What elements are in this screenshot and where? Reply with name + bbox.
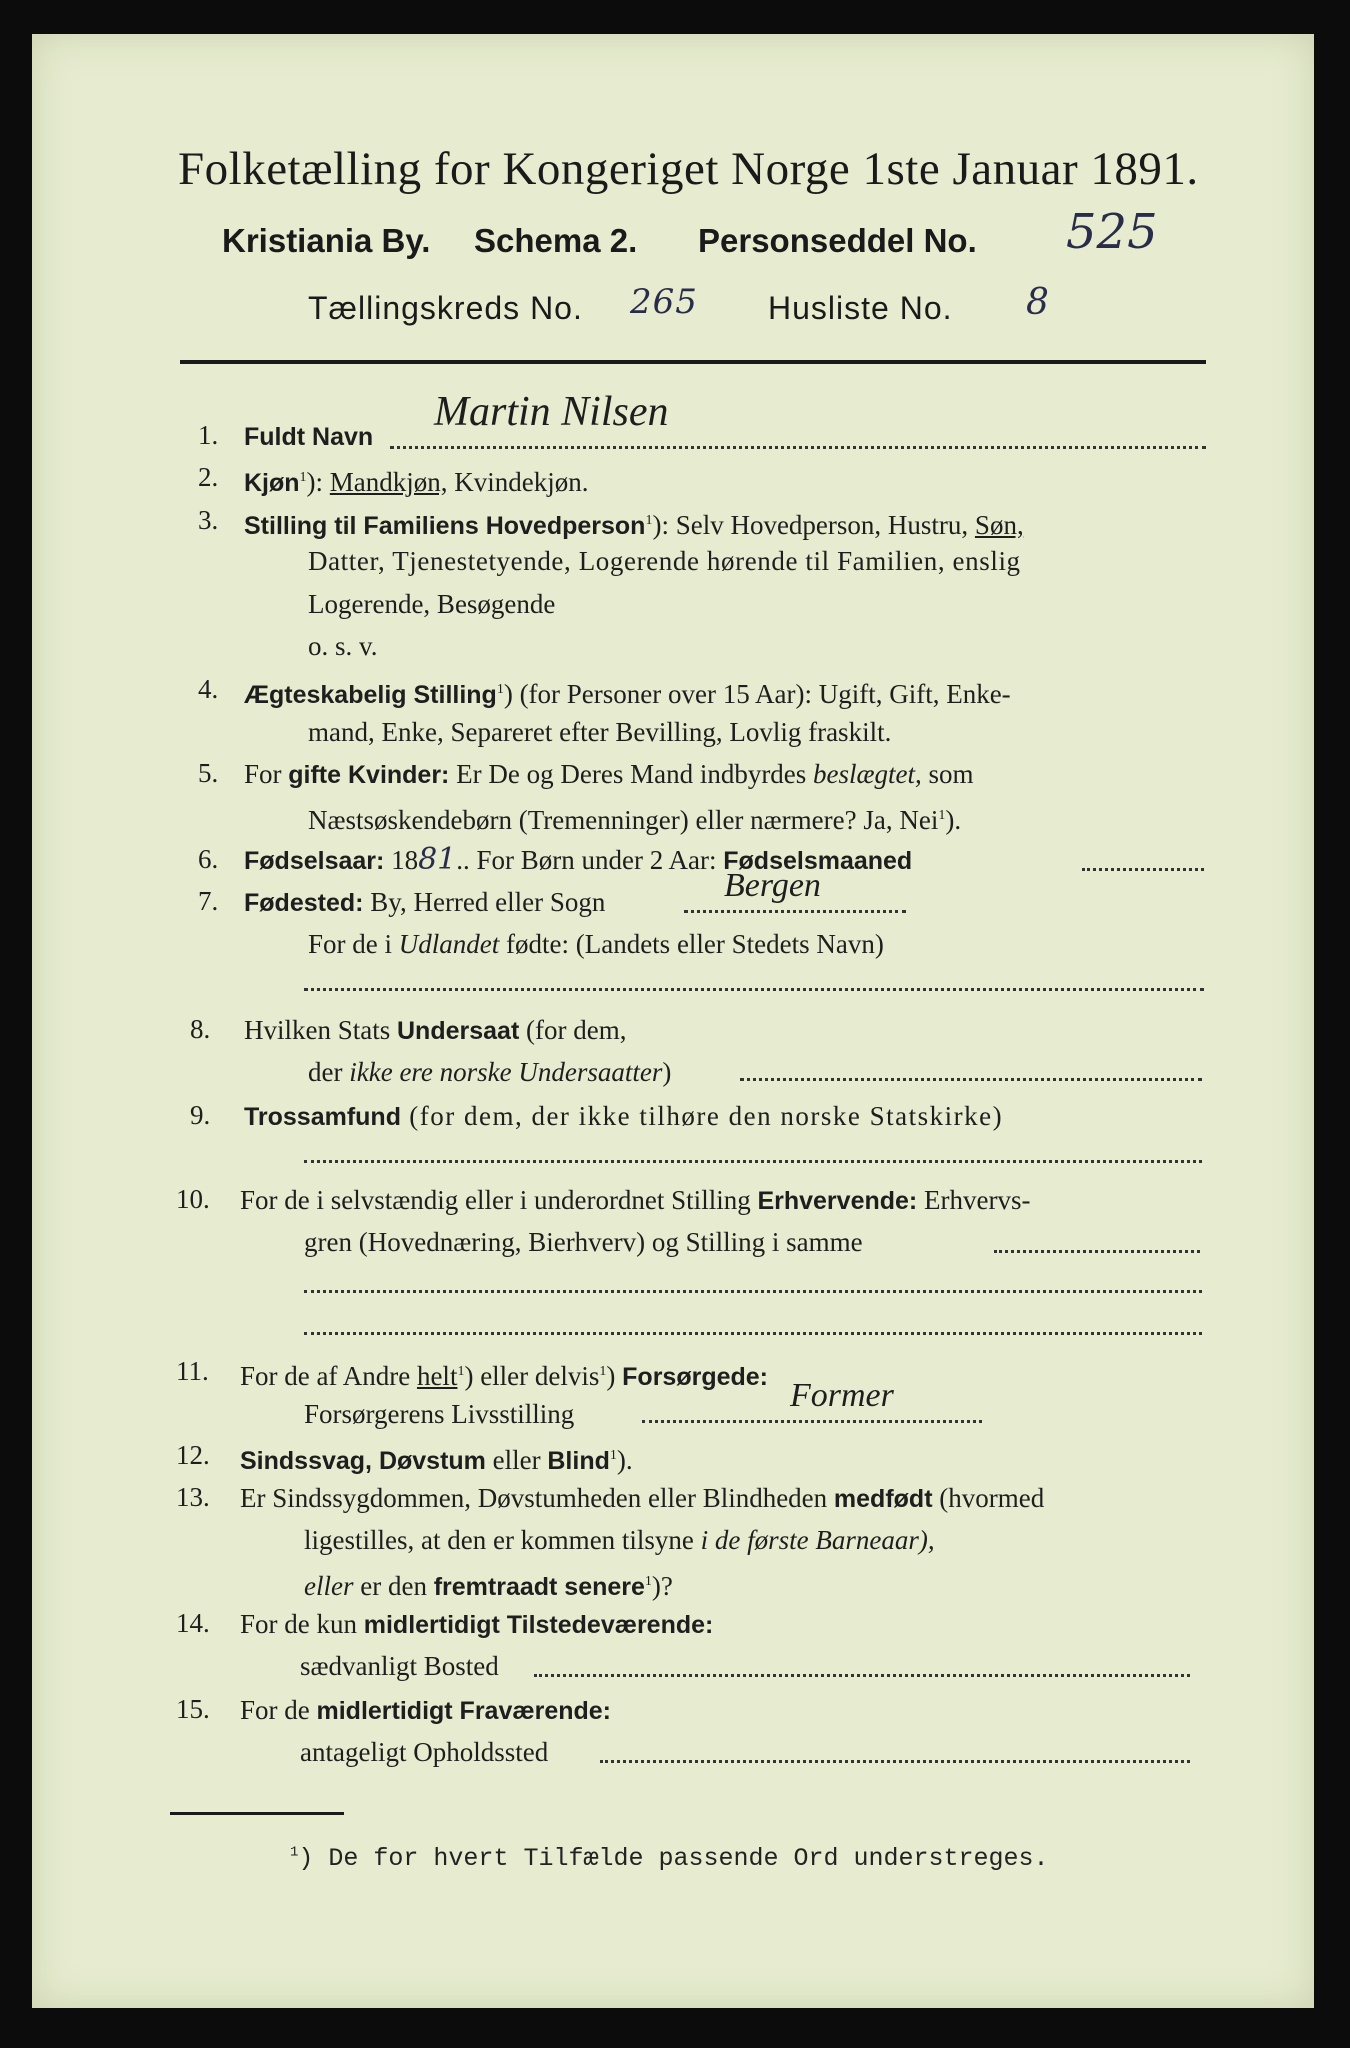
q6-fill-line [1082, 868, 1204, 871]
q2-selected-option: Mandkjøn, [329, 467, 448, 497]
form-title: Folketælling for Kongeriget Norge 1ste Januar 1891. [178, 143, 1199, 195]
item-number: 8. [190, 1014, 211, 1044]
q1-full-name-value: Martin Nilsen [434, 389, 669, 435]
item-number: 3. [198, 505, 219, 535]
item-number: 10. [176, 1184, 210, 1214]
census-form-sheet [32, 34, 1314, 2008]
item-number: 7. [198, 886, 219, 916]
q7-birthplace-value: Bergen [724, 867, 821, 904]
taellingskreds-number: 265 [630, 282, 698, 322]
q5-line1: For gifte Kvinder: Er De og Deres Mand indbyrdes beslægtet, som [244, 759, 974, 789]
q6-line: Fødselsaar: 1881.. For Børn under 2 Aar: Fødselsmaaned [244, 842, 913, 877]
header-rule [180, 360, 1206, 364]
q2-line: Kjøn$^1$): Mandkjøn, Kvindekjøn. [244, 467, 589, 497]
q13-line2: ligestilles, at den er kommen tilsyne i de første Barneaar), [304, 1525, 935, 1555]
q11-provider-occupation-value: Former [790, 1377, 894, 1414]
q3-line2: Datter, Tjenestetyende, Logerende hørende til Familien, enslig [308, 546, 1021, 576]
q10-fill-line-2 [304, 1290, 1202, 1293]
q4-line1: Ægteskabelig Stilling$^1$) (for Personer over 15 Aar): Ugift, Gift, Enke- [244, 679, 1011, 709]
q1-fill-line [390, 446, 1206, 449]
q15-line1: For de midlertidigt Fraværende: [240, 1695, 611, 1725]
q10-line1: For de i selvstændig eller i underordnet Stilling Erhvervende: Erhvervs- [240, 1185, 1031, 1215]
schema-label: Schema 2. [474, 222, 638, 259]
q9-fill-line [304, 1160, 1202, 1163]
q11-selected-option: helt [416, 1361, 458, 1391]
city-label: Kristiania By. [222, 222, 431, 259]
q10-fill-line-3 [304, 1332, 1202, 1335]
q5-line2: Næstsøskendebørn (Tremenninger) eller nærmere? Ja, Nei$^1$). [308, 805, 962, 835]
q1-label: Fuldt Navn [244, 423, 374, 451]
husliste-label: Husliste No. [768, 290, 953, 326]
q10-fill-line [994, 1250, 1200, 1253]
q6-birth-year-value: 81 [418, 842, 457, 877]
item-number: 14. [176, 1608, 210, 1638]
item-number: 9. [190, 1100, 211, 1130]
taellingskreds-label: Tællingskreds No. [308, 290, 583, 326]
q7-line2: For de i Udlandet fødte: (Landets eller Stedets Navn) [308, 929, 884, 959]
q14-line1: For de kun midlertidigt Tilstedeværende: [240, 1609, 714, 1639]
personseddel-number: 525 [1066, 204, 1158, 260]
q14-fill-line [534, 1674, 1190, 1677]
q11-fill-line [642, 1420, 982, 1423]
item-number: 15. [176, 1694, 210, 1724]
item-number: 1. [198, 420, 219, 450]
q3-line3: Logerende, Besøgende [308, 589, 556, 619]
q12-line: Sindssvag, Døvstum eller Blind$^1$). [240, 1445, 633, 1475]
item-number: 5. [198, 758, 219, 788]
q3-selected-option: Søn, [974, 510, 1024, 540]
q15-fill-line [600, 1760, 1190, 1763]
footnote-rule [170, 1812, 344, 1815]
footnote: $^1$) De for hvert Tilfælde passende Ord understreges. [290, 1844, 1049, 1873]
q9-line: Trossamfund (for dem, der ikke tilhøre den norske Statskirke) [244, 1101, 1004, 1131]
q8-line2: der ikke ere norske Undersaatter) [308, 1057, 672, 1087]
q7-fill-line-2 [304, 988, 1204, 991]
q8-fill-line [740, 1078, 1202, 1081]
q10-line2: gren (Hovednæring, Bierhverv) og Stilling i samme [304, 1227, 863, 1257]
q3-line1: Stilling til Familiens Hovedperson$^1$): Selv Hovedperson, Hustru, Søn, [244, 510, 1024, 540]
item-number: 11. [176, 1356, 209, 1386]
q7-line1: Fødested: By, Herred eller Sogn [244, 887, 606, 917]
q3-line4: o. s. v. [308, 631, 378, 661]
q14-line2: sædvanligt Bosted [300, 1651, 499, 1681]
q8-line1: Hvilken Stats Undersaat (for dem, [244, 1015, 627, 1045]
q13-line3: eller er den fremtraadt senere$^1$)? [304, 1571, 673, 1601]
q11-line2: Forsørgerens Livsstilling [304, 1399, 575, 1429]
q4-line2: mand, Enke, Separeret efter Bevilling, Lovlig fraskilt. [308, 717, 892, 747]
q7-fill-line [684, 910, 906, 913]
item-number: 4. [198, 674, 219, 704]
item-number: 2. [198, 462, 219, 492]
q13-line1: Er Sindssygdommen, Døvstumheden eller Blindheden medfødt (hvormed [240, 1483, 1045, 1513]
q15-line2: antageligt Opholdssted [300, 1737, 549, 1767]
q11-line1: For de af Andre helt$^1$) eller delvis$^1$) Forsørgede: [240, 1361, 769, 1391]
item-number: 6. [198, 844, 219, 874]
husliste-number: 8 [1026, 282, 1050, 323]
item-number: 12. [176, 1440, 210, 1470]
personseddel-label: Personseddel No. [698, 222, 977, 259]
item-number: 13. [176, 1482, 210, 1512]
